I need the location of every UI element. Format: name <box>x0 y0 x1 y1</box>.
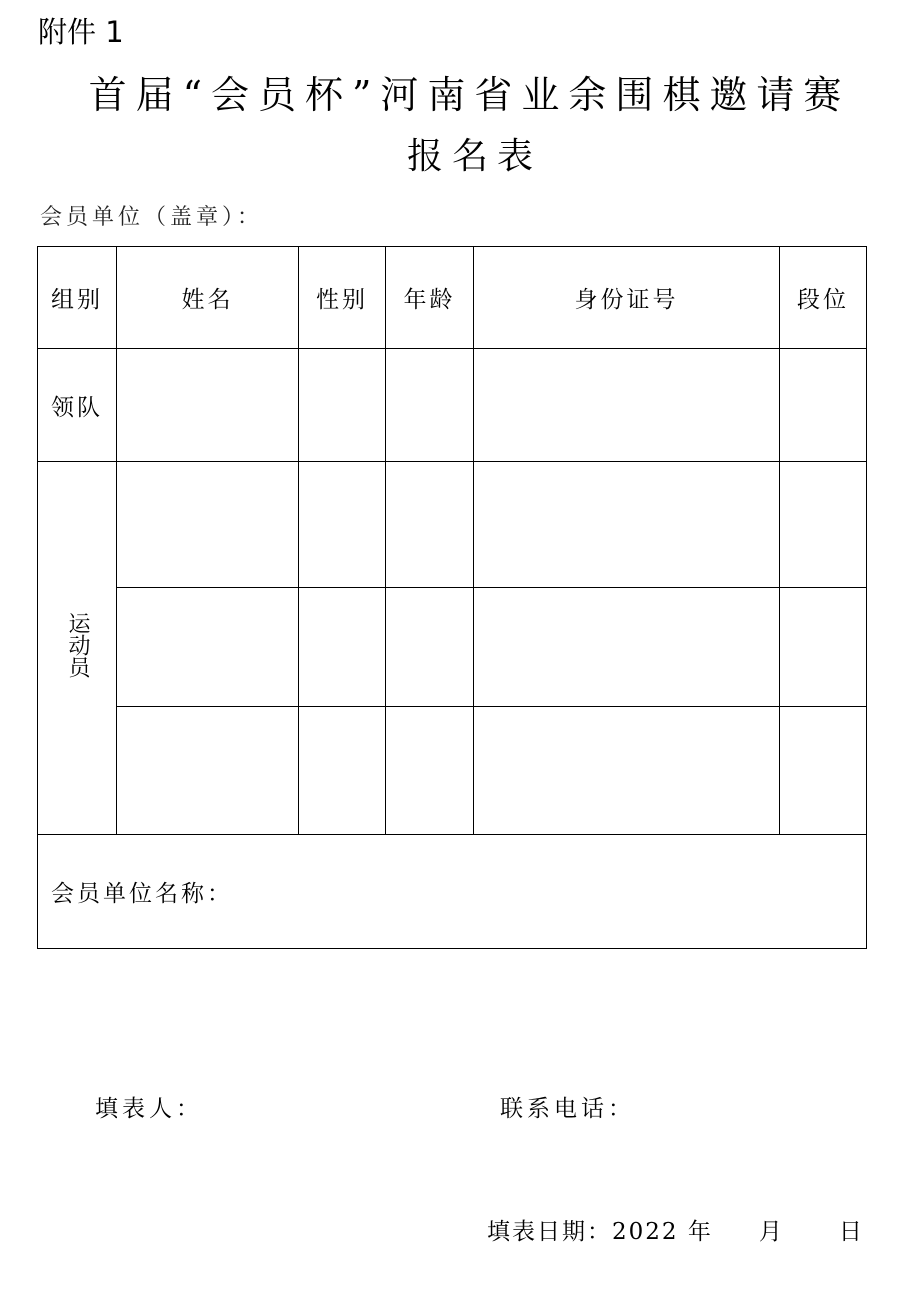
leader-row <box>38 349 867 462</box>
fill-date-year: 2022 <box>612 1219 679 1245</box>
athlete-id-cell[interactable] <box>474 588 780 707</box>
athlete-id-cell[interactable] <box>474 462 780 588</box>
group-leader-label: 领队 <box>38 349 117 462</box>
athlete-age-cell[interactable] <box>386 707 474 835</box>
member-unit-name-label: 会员单位名称： <box>51 881 233 907</box>
athlete-gender-cell[interactable] <box>299 707 386 835</box>
leader-gender-cell[interactable] <box>299 349 386 462</box>
athlete-rank-cell[interactable] <box>780 588 867 707</box>
member-unit-seal-label: 会员单位（盖章）： <box>40 205 264 230</box>
form-filler-label: 填表人： <box>95 1096 203 1122</box>
attachment-label: 附件 1 <box>38 15 124 49</box>
athlete-gender-cell[interactable] <box>299 462 386 588</box>
athlete-age-cell[interactable] <box>386 588 474 707</box>
athlete-row <box>38 462 867 588</box>
leader-age-cell[interactable] <box>386 349 474 462</box>
year-unit: 年 <box>687 1219 713 1245</box>
athlete-gender-cell[interactable] <box>299 588 386 707</box>
fill-date <box>487 1213 864 1246</box>
header-row <box>38 247 867 349</box>
header-id-number: 身份证号 <box>474 247 780 349</box>
registration-table <box>37 246 867 949</box>
day-unit: 日 <box>838 1219 864 1245</box>
athlete-name-cell[interactable] <box>117 462 299 588</box>
document-subtitle: 报名表 <box>406 136 542 177</box>
athlete-id-cell[interactable] <box>474 707 780 835</box>
athlete-row <box>38 588 867 707</box>
member-unit-name-cell[interactable] <box>38 835 867 949</box>
athlete-row <box>38 707 867 835</box>
athlete-rank-cell[interactable] <box>780 707 867 835</box>
month-unit: 月 <box>758 1219 784 1245</box>
member-unit-row <box>38 835 867 949</box>
fill-date-label: 填表日期： <box>487 1219 612 1245</box>
leader-id-cell[interactable] <box>474 349 780 462</box>
athlete-rank-cell[interactable] <box>780 462 867 588</box>
athlete-name-cell[interactable] <box>117 707 299 835</box>
athlete-name-cell[interactable] <box>117 588 299 707</box>
contact-phone-label: 联系电话： <box>500 1096 635 1122</box>
athlete-group-text: 运动员 <box>65 612 90 678</box>
header-rank: 段位 <box>780 247 867 349</box>
header-name: 姓名 <box>117 247 299 349</box>
header-age: 年龄 <box>386 247 474 349</box>
header-gender: 性别 <box>299 247 386 349</box>
group-athlete-label <box>38 462 117 835</box>
header-group: 组别 <box>38 247 117 349</box>
leader-rank-cell[interactable] <box>780 349 867 462</box>
leader-name-cell[interactable] <box>117 349 299 462</box>
document-title: 首届“会员杯”河南省业余围棋邀请赛 <box>88 73 851 117</box>
athlete-age-cell[interactable] <box>386 462 474 588</box>
